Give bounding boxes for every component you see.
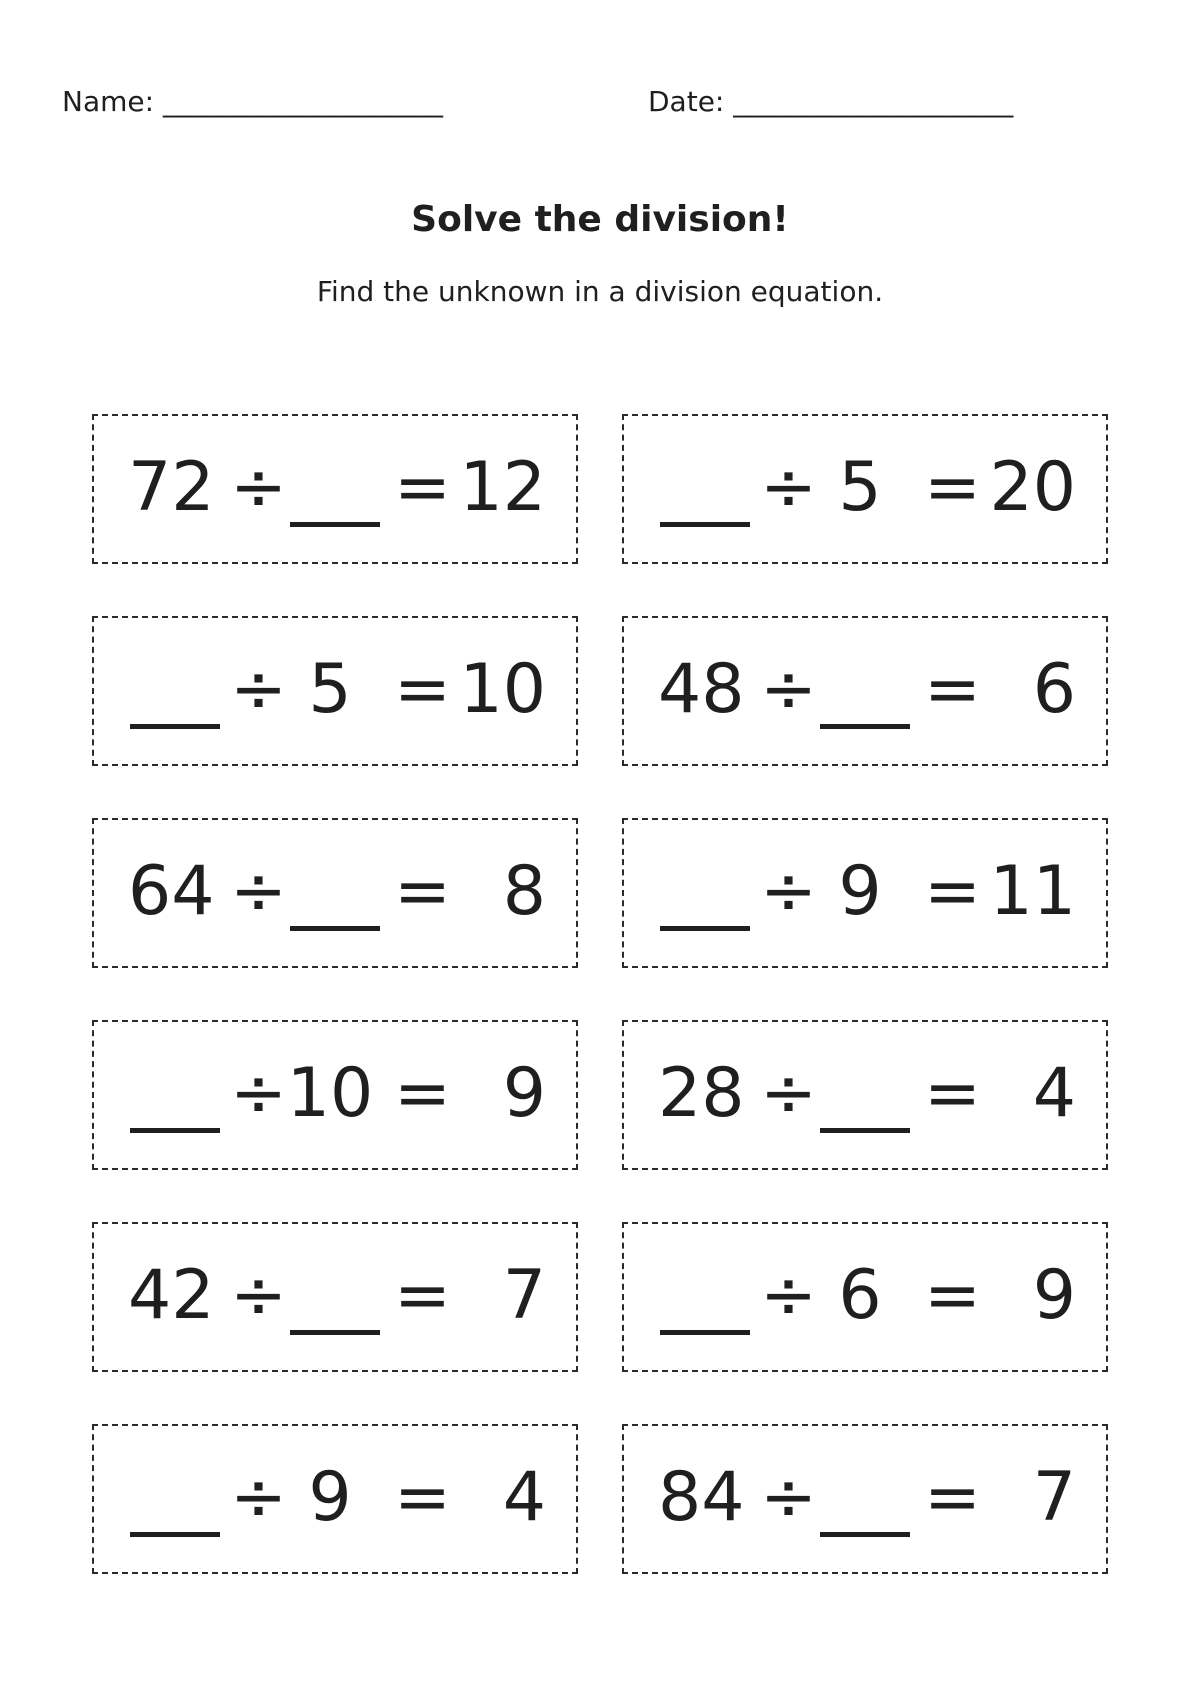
quotient: 12: [459, 448, 546, 527]
quotient: 20: [989, 448, 1076, 527]
division-sign: ÷: [760, 1256, 817, 1335]
equals-sign: =: [394, 650, 451, 729]
equals-sign: =: [924, 448, 981, 527]
division-equation: [94, 618, 576, 764]
quotient: 10: [459, 650, 546, 729]
answer-blank[interactable]: [290, 1330, 380, 1335]
answer-blank[interactable]: [820, 1532, 910, 1537]
answer-blank[interactable]: [130, 724, 220, 729]
quotient: 7: [502, 1256, 546, 1335]
answer-blank[interactable]: [660, 926, 750, 931]
problem-card: [92, 414, 578, 564]
equals-sign: =: [394, 1256, 451, 1335]
division-equation: [624, 416, 1106, 562]
answer-blank[interactable]: [290, 522, 380, 527]
division-sign: ÷: [760, 448, 817, 527]
dividend: 84: [658, 1458, 745, 1537]
division-equation: [94, 820, 576, 966]
divisor: 10: [286, 1054, 374, 1133]
division-equation: [624, 1426, 1106, 1572]
division-equation: [624, 1224, 1106, 1370]
equals-sign: =: [924, 1054, 981, 1133]
quotient: 8: [502, 852, 546, 931]
dividend: 28: [658, 1054, 745, 1133]
equals-sign: =: [394, 1054, 451, 1133]
division-sign: ÷: [760, 1458, 817, 1537]
name-field[interactable]: Name: ____________________: [62, 85, 443, 118]
division-equation: [624, 820, 1106, 966]
division-equation: [94, 1022, 576, 1168]
division-equation: [94, 416, 576, 562]
problem-card: [622, 818, 1108, 968]
problem-card: [622, 616, 1108, 766]
division-equation: [624, 618, 1106, 764]
worksheet-title: Solve the division!: [411, 199, 789, 240]
answer-blank[interactable]: [290, 926, 380, 931]
division-sign: ÷: [230, 1256, 287, 1335]
problem-card: [622, 1424, 1108, 1574]
divisor: 9: [308, 1458, 352, 1537]
worksheet-subtitle: Find the unknown in a division equation.: [316, 275, 884, 308]
problem-card: [92, 1020, 578, 1170]
division-sign: ÷: [230, 448, 287, 527]
division-sign: ÷: [230, 852, 287, 931]
equals-sign: =: [394, 852, 451, 931]
dividend: 72: [128, 448, 215, 527]
division-sign: ÷: [760, 852, 817, 931]
problem-card: [92, 616, 578, 766]
quotient: 4: [1032, 1054, 1076, 1133]
problem-card: [92, 1424, 578, 1574]
division-sign: ÷: [760, 1054, 817, 1133]
answer-blank[interactable]: [820, 724, 910, 729]
division-sign: ÷: [230, 1458, 287, 1537]
equals-sign: =: [924, 650, 981, 729]
quotient: 9: [1032, 1256, 1076, 1335]
division-equation: [94, 1224, 576, 1370]
answer-blank[interactable]: [130, 1532, 220, 1537]
answer-blank[interactable]: [660, 1330, 750, 1335]
divisor: 9: [838, 852, 882, 931]
problem-card: [622, 414, 1108, 564]
problem-card: [92, 1222, 578, 1372]
equals-sign: =: [924, 1458, 981, 1537]
problem-card: [92, 818, 578, 968]
equals-sign: =: [394, 1458, 451, 1537]
division-sign: ÷: [230, 650, 287, 729]
problem-card: [622, 1020, 1108, 1170]
quotient: 9: [502, 1054, 546, 1133]
answer-blank[interactable]: [130, 1128, 220, 1133]
dividend: 64: [128, 852, 215, 931]
divisor: 5: [308, 650, 352, 729]
quotient: 7: [1032, 1458, 1076, 1537]
division-sign: ÷: [760, 650, 817, 729]
dividend: 42: [128, 1256, 215, 1335]
answer-blank[interactable]: [820, 1128, 910, 1133]
division-sign: ÷: [230, 1054, 287, 1133]
equals-sign: =: [924, 852, 981, 931]
equals-sign: =: [924, 1256, 981, 1335]
quotient: 4: [502, 1458, 546, 1537]
problem-card: [622, 1222, 1108, 1372]
division-equation: [624, 1022, 1106, 1168]
equals-sign: =: [394, 448, 451, 527]
division-equation: [94, 1426, 576, 1572]
divisor: 6: [838, 1256, 882, 1335]
quotient: 11: [989, 852, 1076, 931]
divisor: 5: [838, 448, 882, 527]
quotient: 6: [1032, 650, 1076, 729]
date-field[interactable]: Date: ____________________: [648, 85, 1014, 118]
answer-blank[interactable]: [660, 522, 750, 527]
dividend: 48: [658, 650, 745, 729]
